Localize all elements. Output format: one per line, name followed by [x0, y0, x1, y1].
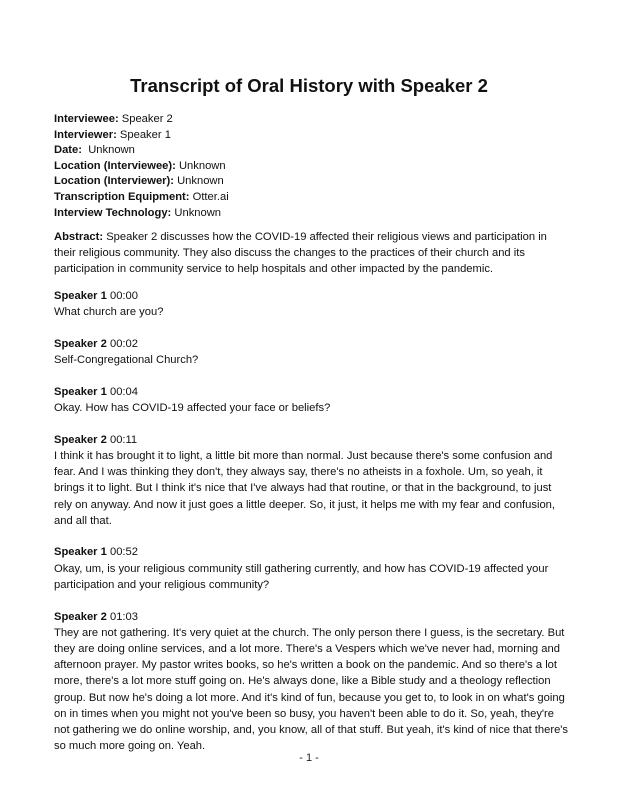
turn-text: I think it has brought it to light, a little bit more than normal. Just because there's some confusion and fear. And I was thinking they don't, they always say, there's no atheists in a foxhole. Um, so yeah, it brings it to light. But I think it's nice that I've always had that routine, or that in the background, to just rely on anyway. And now it just goes a little deeper. So, it just, it helps me with my fear and confusion, and all that. [54, 449, 556, 527]
metadata-row-interview-technology [54, 206, 566, 222]
metadata-label: Location (Interviewee): [54, 159, 176, 172]
speaker-name: Speaker 1 [54, 546, 107, 559]
metadata-label: Interviewer: [54, 128, 117, 141]
timestamp: 00:52 [106, 546, 138, 559]
timestamp: 01:03 [106, 610, 138, 623]
transcript-turn [54, 609, 569, 755]
transcript-turn [54, 384, 569, 416]
transcript-turn [54, 544, 569, 593]
turn-header [54, 432, 569, 448]
abstract-paragraph [54, 229, 569, 278]
speaker-name: Speaker 2 [54, 337, 107, 350]
metadata-row-location-interviewer [54, 174, 566, 190]
turn-header [54, 288, 569, 304]
metadata-value: Unknown [175, 159, 226, 172]
metadata-value: Speaker 1 [116, 128, 171, 141]
turn-text: They are not gathering. It's very quiet at the church. The only person there I guess, is the secretary. But they are doing online services, and a lot more. There's a Vespers which we've never had, morning and afternoon prayer. My pastor writes books, so he's written a book on the pandemic. And so there's a lot more, there's a lot more stuff going on. He's always done, like a Bible study and a theology reflection group. But now he's doing a lot more. And it's kind of fun, because you get to, to look in on what's going on in times when you might not you've been so busy, you haven't been able to do it. So, yeah, they're not gathering we do online worship, and, you know, all of that stuff. But yeah, it's kind of nice that there's so much more going on. Yeah. [54, 626, 569, 753]
turn-header [54, 384, 569, 400]
page-title: Transcript of Oral History with Speaker 2 [130, 75, 488, 96]
transcript-turn [54, 288, 569, 320]
metadata-row-interviewer [54, 128, 566, 144]
metadata-value: Unknown [173, 175, 224, 188]
metadata-value: Unknown [171, 206, 222, 219]
metadata-value: Speaker 2 [118, 113, 173, 125]
metadata-block [54, 112, 566, 221]
turn-header [54, 336, 569, 352]
turn-text: Self-Congregational Church? [54, 354, 199, 367]
transcript-turn [54, 432, 569, 529]
transcript-turn [54, 336, 569, 368]
metadata-label: Date: [54, 144, 82, 157]
metadata-row-date [54, 143, 566, 159]
page-number: - 1 - [299, 752, 319, 764]
timestamp: 00:00 [106, 290, 138, 302]
timestamp: 00:11 [106, 433, 138, 446]
metadata-row-interviewee [54, 112, 566, 128]
turn-header [54, 544, 569, 560]
turn-text: What church are you? [54, 306, 164, 319]
metadata-value: Unknown [81, 144, 135, 157]
transcript-body [54, 288, 569, 770]
timestamp: 00:04 [106, 385, 138, 398]
speaker-name: Speaker 1 [54, 385, 107, 398]
metadata-label: Location (Interviewer): [54, 175, 174, 188]
metadata-label: Interviewee: [54, 113, 119, 125]
speaker-name: Speaker 2 [54, 433, 107, 446]
metadata-label: Interview Technology: [54, 206, 172, 219]
turn-header [54, 609, 569, 625]
metadata-row-location-interviewee [54, 159, 566, 175]
speaker-name: Speaker 2 [54, 610, 107, 623]
abstract-text: Speaker 2 discusses how the COVID-19 affected their religious views and participation in their religious community. They also discuss the changes to the practices of their church and its participation in community service to help hospitals and other impacted by the pandemic. [54, 231, 547, 276]
metadata-value: Otter.ai [189, 190, 229, 203]
speaker-name: Speaker 1 [54, 290, 107, 302]
turn-text: Okay. How has COVID-19 affected your face or beliefs? [54, 402, 331, 415]
abstract-label: Abstract: [54, 231, 104, 243]
timestamp: 00:02 [106, 337, 138, 350]
metadata-row-transcription-equipment [54, 190, 566, 206]
turn-text: Okay, um, is your religious community still gathering currently, and how has COVID-19 affected your participation and your religious community? [54, 562, 549, 591]
metadata-label: Transcription Equipment: [54, 190, 190, 203]
